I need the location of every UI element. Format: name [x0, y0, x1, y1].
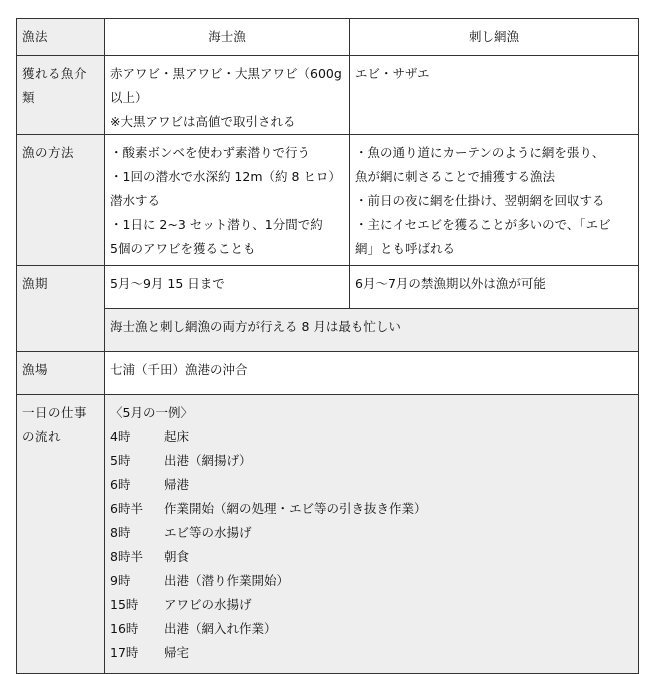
schedule-time: 15時 — [110, 597, 139, 612]
season-ama-cell — [105, 266, 350, 309]
schedule-item — [110, 617, 633, 641]
schedule-item — [110, 521, 633, 545]
schedule-item — [110, 449, 633, 473]
schedule-time: 16時 — [110, 621, 139, 636]
species-ama-line3: ※大黒アワビは高値で取引される — [110, 114, 296, 129]
schedule-task: 作業開始（網の処理・エビ等の引き抜き作業） — [164, 501, 427, 516]
method-ama-line: ・酸素ボンベを使わず素潜りで行う — [110, 145, 311, 160]
method-ama-line: 潜水する — [110, 193, 161, 208]
header-ama-cell — [105, 19, 350, 56]
day-intro: 〈5月の一例〉 — [110, 405, 193, 420]
schedule-time: 8時半 — [110, 549, 143, 564]
schedule-task: 出港（網揚げ） — [164, 453, 252, 468]
schedule-task: 朝食 — [164, 549, 190, 564]
schedule-item — [110, 425, 633, 449]
fishing-methods-table — [16, 18, 639, 674]
schedule-item — [110, 593, 633, 617]
schedule-time: 5時 — [110, 453, 131, 468]
method-net-line: ・前日の夜に網を仕掛け、翌朝網を回収する — [355, 193, 605, 208]
schedule-task: 帰宅 — [164, 645, 190, 660]
table-row-season-note — [17, 309, 639, 352]
place-label-cell — [17, 352, 105, 395]
schedule-time: 6時半 — [110, 501, 143, 516]
place-value-cell — [105, 352, 639, 395]
schedule-task: エビ等の水揚げ — [164, 525, 252, 540]
schedule-time: 6時 — [110, 477, 131, 492]
header-net-label: 刺し網漁 — [468, 29, 519, 44]
schedule-task: 帰港 — [164, 477, 190, 492]
header-net-cell — [350, 19, 639, 56]
species-ama-cell — [105, 56, 350, 135]
species-net-text: エビ・サザエ — [355, 66, 430, 81]
species-ama-line2: 以上） — [110, 90, 148, 105]
method-net-cell — [350, 135, 639, 266]
season-label: 漁期 — [22, 276, 49, 291]
schedule-task: 出港（潜り作業開始） — [164, 573, 290, 588]
place-label: 漁場 — [22, 362, 49, 377]
method-net-line: ・主にイセエビを獲ることが多いので、「エビ — [355, 217, 611, 232]
method-label-cell — [17, 135, 105, 266]
species-label-line2: 類 — [22, 90, 36, 105]
method-net-line: 魚が網に刺さることで捕獲する漁法 — [355, 169, 556, 184]
method-ama-line: ・1日に 2~3 セット潜り、1分間で約 — [110, 217, 323, 232]
table-row-season — [17, 266, 639, 309]
method-label: 漁の方法 — [22, 145, 75, 160]
place-value: 七浦（千田）漁港の沖合 — [110, 362, 248, 377]
schedule-task: アワビの水揚げ — [164, 597, 252, 612]
table-row-species — [17, 56, 639, 135]
season-ama-text: 5月～9月 15 日まで — [110, 276, 225, 291]
day-schedule-cell — [105, 395, 639, 674]
method-ama-line: ・1回の潜水で水深約 12m（約 8 ヒロ） — [110, 169, 341, 184]
schedule-item — [110, 569, 633, 593]
method-ama-line: 5個のアワビを獲ることも — [110, 241, 256, 256]
header-ama-label: 海士漁 — [208, 29, 246, 44]
method-net-line: ・魚の通り道にカーテンのように網を張り、 — [355, 145, 605, 160]
table-row-method — [17, 135, 639, 266]
table-header-row — [17, 19, 639, 56]
method-net-line: 網」とも呼ばれる — [355, 241, 456, 256]
season-label-cell — [17, 266, 105, 352]
day-label-cell — [17, 395, 105, 674]
method-ama-cell — [105, 135, 350, 266]
schedule-time: 4時 — [110, 429, 131, 444]
schedule-item — [110, 473, 633, 497]
species-label-line1: 獲れる魚介 — [22, 66, 88, 81]
header-method-cell — [17, 19, 105, 56]
season-both-text: 海士漁と刺し網漁の両方が行える 8 月は最も忙しい — [110, 319, 401, 334]
schedule-item — [110, 545, 633, 569]
table-row-daily-flow — [17, 395, 639, 674]
day-label-line1: 一日の仕事 — [22, 405, 88, 420]
schedule-item — [110, 641, 633, 665]
schedule-time: 9時 — [110, 573, 131, 588]
species-label-cell — [17, 56, 105, 135]
schedule-time: 17時 — [110, 645, 139, 660]
schedule-task: 起床 — [164, 429, 190, 444]
species-net-cell — [350, 56, 639, 135]
season-net-text: 6月～7月の禁漁期以外は漁が可能 — [355, 276, 546, 291]
season-both-cell — [105, 309, 639, 352]
table-row-place — [17, 352, 639, 395]
schedule-item — [110, 497, 633, 521]
schedule-time: 8時 — [110, 525, 131, 540]
header-method-label: 漁法 — [22, 29, 49, 44]
schedule-task: 出港（網入れ作業） — [164, 621, 277, 636]
season-net-cell — [350, 266, 639, 309]
species-ama-line1: 赤アワビ・黒アワビ・大黒アワビ（600g — [110, 66, 342, 81]
day-label-line2: の流れ — [22, 429, 62, 444]
